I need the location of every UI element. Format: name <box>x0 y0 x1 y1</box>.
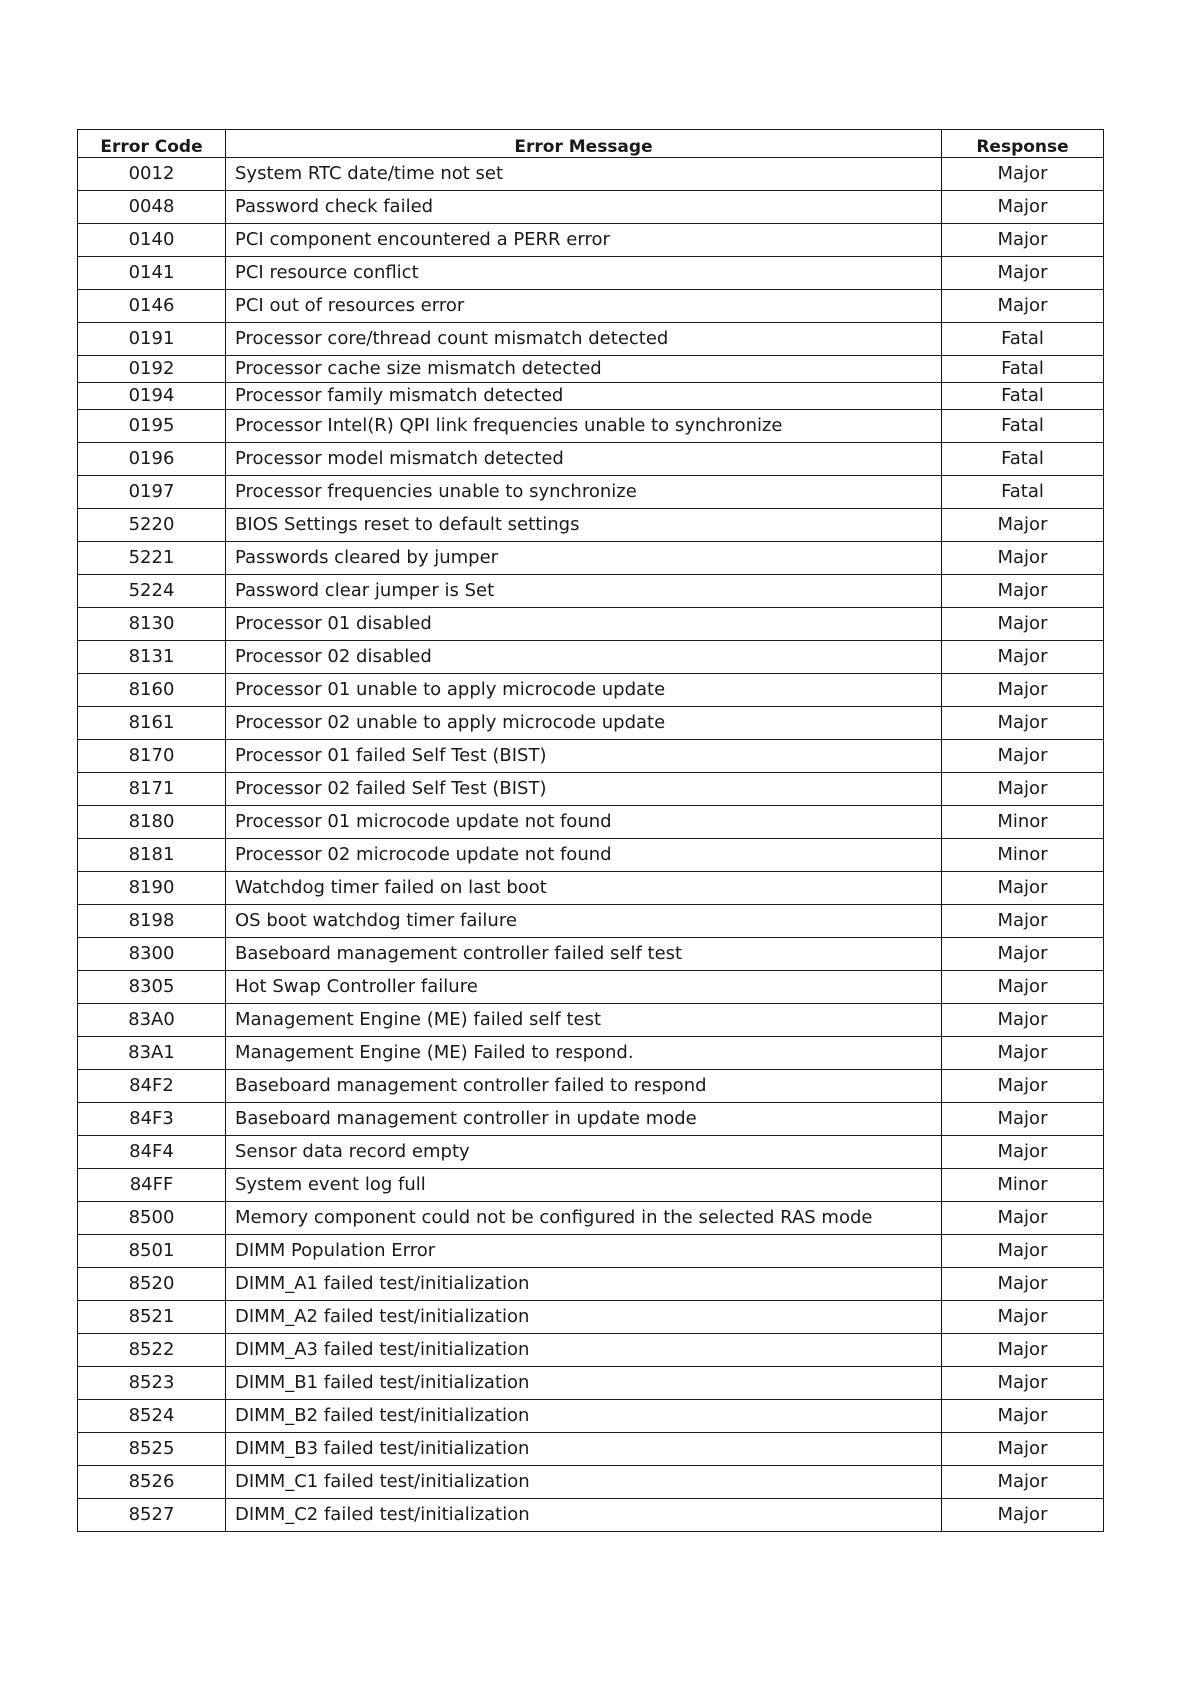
error-message-cell: Passwords cleared by jumper <box>226 542 942 575</box>
table-row <box>78 1268 1104 1301</box>
response-cell: Major <box>942 1367 1104 1400</box>
table-row <box>78 773 1104 806</box>
error-message-cell: Hot Swap Controller failure <box>226 971 942 1004</box>
error-code-cell: 0195 <box>78 410 226 443</box>
table-row <box>78 905 1104 938</box>
table-row <box>78 257 1104 290</box>
table-row <box>78 1202 1104 1235</box>
error-code-cell: 0146 <box>78 290 226 323</box>
error-message-cell: Processor Intel(R) QPI link frequencies unable to synchronize <box>226 410 942 443</box>
error-code-cell: 0141 <box>78 257 226 290</box>
response-cell: Major <box>942 575 1104 608</box>
table-row <box>78 1301 1104 1334</box>
table-row <box>78 224 1104 257</box>
error-code-cell: 0192 <box>78 356 226 383</box>
error-message-cell: PCI out of resources error <box>226 290 942 323</box>
response-cell: Fatal <box>942 323 1104 356</box>
response-cell: Minor <box>942 839 1104 872</box>
error-code-cell: 8161 <box>78 707 226 740</box>
table-row <box>78 971 1104 1004</box>
error-message-cell: Password check failed <box>226 191 942 224</box>
table-row <box>78 1103 1104 1136</box>
error-message-cell: DIMM_C2 failed test/initialization <box>226 1499 942 1532</box>
error-message-cell: OS boot watchdog timer failure <box>226 905 942 938</box>
response-cell: Major <box>942 1004 1104 1037</box>
response-cell: Major <box>942 1037 1104 1070</box>
table-row <box>78 641 1104 674</box>
error-message-cell: DIMM_B1 failed test/initialization <box>226 1367 942 1400</box>
error-message-cell: Processor cache size mismatch detected <box>226 356 942 383</box>
error-code-cell: 0048 <box>78 191 226 224</box>
error-message-cell: DIMM_C1 failed test/initialization <box>226 1466 942 1499</box>
error-message-cell: DIMM Population Error <box>226 1235 942 1268</box>
error-code-cell: 8527 <box>78 1499 226 1532</box>
error-code-cell: 0196 <box>78 443 226 476</box>
response-cell: Major <box>942 1235 1104 1268</box>
error-code-cell: 8190 <box>78 872 226 905</box>
error-message-cell: Processor core/thread count mismatch detected <box>226 323 942 356</box>
table-row <box>78 191 1104 224</box>
response-cell: Major <box>942 608 1104 641</box>
table-row <box>78 542 1104 575</box>
error-message-cell: Baseboard management controller failed to respond <box>226 1070 942 1103</box>
error-code-cell: 8525 <box>78 1433 226 1466</box>
error-code-cell: 5221 <box>78 542 226 575</box>
error-message-cell: DIMM_B3 failed test/initialization <box>226 1433 942 1466</box>
table-row <box>78 356 1104 383</box>
response-cell: Minor <box>942 1169 1104 1202</box>
response-cell: Major <box>942 257 1104 290</box>
header-error-message: Error Message <box>226 130 942 158</box>
error-code-cell: 5220 <box>78 509 226 542</box>
error-code-cell: 8501 <box>78 1235 226 1268</box>
response-cell: Major <box>942 674 1104 707</box>
response-cell: Major <box>942 1433 1104 1466</box>
response-cell: Major <box>942 1268 1104 1301</box>
table-row <box>78 575 1104 608</box>
error-code-cell: 84F3 <box>78 1103 226 1136</box>
response-cell: Major <box>942 1499 1104 1532</box>
error-message-cell: DIMM_B2 failed test/initialization <box>226 1400 942 1433</box>
response-cell: Fatal <box>942 356 1104 383</box>
error-message-cell: Processor 02 disabled <box>226 641 942 674</box>
table-row <box>78 1070 1104 1103</box>
error-code-cell: 0191 <box>78 323 226 356</box>
error-code-cell: 8526 <box>78 1466 226 1499</box>
error-message-cell: DIMM_A2 failed test/initialization <box>226 1301 942 1334</box>
table-row <box>78 1334 1104 1367</box>
table-row <box>78 938 1104 971</box>
table-row <box>78 158 1104 191</box>
response-cell: Major <box>942 191 1104 224</box>
response-cell: Minor <box>942 806 1104 839</box>
error-code-cell: 8130 <box>78 608 226 641</box>
error-message-cell: Management Engine (ME) failed self test <box>226 1004 942 1037</box>
error-code-cell: 8198 <box>78 905 226 938</box>
header-error-code: Error Code <box>78 130 226 158</box>
error-message-cell: Processor 01 failed Self Test (BIST) <box>226 740 942 773</box>
response-cell: Fatal <box>942 383 1104 410</box>
table-row <box>78 806 1104 839</box>
response-cell: Major <box>942 224 1104 257</box>
error-message-cell: Watchdog timer failed on last boot <box>226 872 942 905</box>
response-cell: Major <box>942 905 1104 938</box>
error-message-cell: Processor 02 unable to apply microcode update <box>226 707 942 740</box>
error-code-cell: 8523 <box>78 1367 226 1400</box>
response-cell: Major <box>942 509 1104 542</box>
error-code-cell: 8300 <box>78 938 226 971</box>
table-row <box>78 1235 1104 1268</box>
error-message-cell: Processor 02 failed Self Test (BIST) <box>226 773 942 806</box>
error-code-cell: 83A0 <box>78 1004 226 1037</box>
table-row <box>78 383 1104 410</box>
table-row <box>78 1037 1104 1070</box>
response-cell: Fatal <box>942 443 1104 476</box>
error-code-table <box>77 129 1104 1532</box>
error-code-cell: 8131 <box>78 641 226 674</box>
response-cell: Major <box>942 158 1104 191</box>
table-row <box>78 1136 1104 1169</box>
response-cell: Major <box>942 740 1104 773</box>
response-cell: Major <box>942 971 1104 1004</box>
table-row <box>78 839 1104 872</box>
response-cell: Major <box>942 773 1104 806</box>
error-message-cell: PCI component encountered a PERR error <box>226 224 942 257</box>
table-row <box>78 1367 1104 1400</box>
response-cell: Major <box>942 290 1104 323</box>
error-code-cell: 8522 <box>78 1334 226 1367</box>
error-message-cell: Processor model mismatch detected <box>226 443 942 476</box>
table-row <box>78 674 1104 707</box>
error-code-cell: 8524 <box>78 1400 226 1433</box>
table-row <box>78 740 1104 773</box>
response-cell: Major <box>942 1334 1104 1367</box>
error-message-cell: Password clear jumper is Set <box>226 575 942 608</box>
error-code-cell: 83A1 <box>78 1037 226 1070</box>
error-message-cell: DIMM_A1 failed test/initialization <box>226 1268 942 1301</box>
error-code-cell: 5224 <box>78 575 226 608</box>
response-cell: Fatal <box>942 476 1104 509</box>
error-code-cell: 84F4 <box>78 1136 226 1169</box>
response-cell: Major <box>942 1136 1104 1169</box>
table-row <box>78 509 1104 542</box>
response-cell: Major <box>942 1466 1104 1499</box>
error-message-cell: Processor family mismatch detected <box>226 383 942 410</box>
error-message-cell: PCI resource conflict <box>226 257 942 290</box>
table-row <box>78 443 1104 476</box>
error-message-cell: Processor 01 microcode update not found <box>226 806 942 839</box>
error-message-cell: BIOS Settings reset to default settings <box>226 509 942 542</box>
error-code-cell: 84FF <box>78 1169 226 1202</box>
response-cell: Major <box>942 1400 1104 1433</box>
table-row <box>78 608 1104 641</box>
error-message-cell: System event log full <box>226 1169 942 1202</box>
error-message-cell: Processor frequencies unable to synchronize <box>226 476 942 509</box>
error-code-cell: 8171 <box>78 773 226 806</box>
error-code-cell: 8160 <box>78 674 226 707</box>
table-row <box>78 1433 1104 1466</box>
response-cell: Major <box>942 1103 1104 1136</box>
error-code-cell: 0194 <box>78 383 226 410</box>
error-message-cell: Baseboard management controller in update mode <box>226 1103 942 1136</box>
error-message-cell: DIMM_A3 failed test/initialization <box>226 1334 942 1367</box>
error-code-cell: 0012 <box>78 158 226 191</box>
table-row <box>78 872 1104 905</box>
error-code-cell: 8305 <box>78 971 226 1004</box>
error-code-cell: 0140 <box>78 224 226 257</box>
table-row <box>78 1400 1104 1433</box>
error-message-cell: System RTC date/time not set <box>226 158 942 191</box>
response-cell: Major <box>942 542 1104 575</box>
response-cell: Major <box>942 872 1104 905</box>
error-code-cell: 8500 <box>78 1202 226 1235</box>
table-row <box>78 1466 1104 1499</box>
table-row <box>78 1004 1104 1037</box>
error-code-cell: 8520 <box>78 1268 226 1301</box>
error-message-cell: Processor 02 microcode update not found <box>226 839 942 872</box>
error-code-cell: 0197 <box>78 476 226 509</box>
error-message-cell: Processor 01 unable to apply microcode update <box>226 674 942 707</box>
error-code-cell: 8170 <box>78 740 226 773</box>
error-code-cell: 8521 <box>78 1301 226 1334</box>
table-row <box>78 1169 1104 1202</box>
table-row <box>78 707 1104 740</box>
response-cell: Fatal <box>942 410 1104 443</box>
header-response: Response <box>942 130 1104 158</box>
table-row <box>78 323 1104 356</box>
error-code-cell: 8180 <box>78 806 226 839</box>
table-header-row <box>78 130 1104 158</box>
response-cell: Major <box>942 641 1104 674</box>
error-message-cell: Sensor data record empty <box>226 1136 942 1169</box>
error-message-cell: Processor 01 disabled <box>226 608 942 641</box>
response-cell: Major <box>942 1202 1104 1235</box>
error-message-cell: Memory component could not be configured in the selected RAS mode <box>226 1202 942 1235</box>
table-row <box>78 410 1104 443</box>
response-cell: Major <box>942 707 1104 740</box>
table-row <box>78 290 1104 323</box>
error-code-cell: 84F2 <box>78 1070 226 1103</box>
error-message-cell: Baseboard management controller failed self test <box>226 938 942 971</box>
response-cell: Major <box>942 1301 1104 1334</box>
response-cell: Major <box>942 938 1104 971</box>
response-cell: Major <box>942 1070 1104 1103</box>
error-code-cell: 8181 <box>78 839 226 872</box>
table-row <box>78 476 1104 509</box>
error-message-cell: Management Engine (ME) Failed to respond. <box>226 1037 942 1070</box>
table-row <box>78 1499 1104 1532</box>
